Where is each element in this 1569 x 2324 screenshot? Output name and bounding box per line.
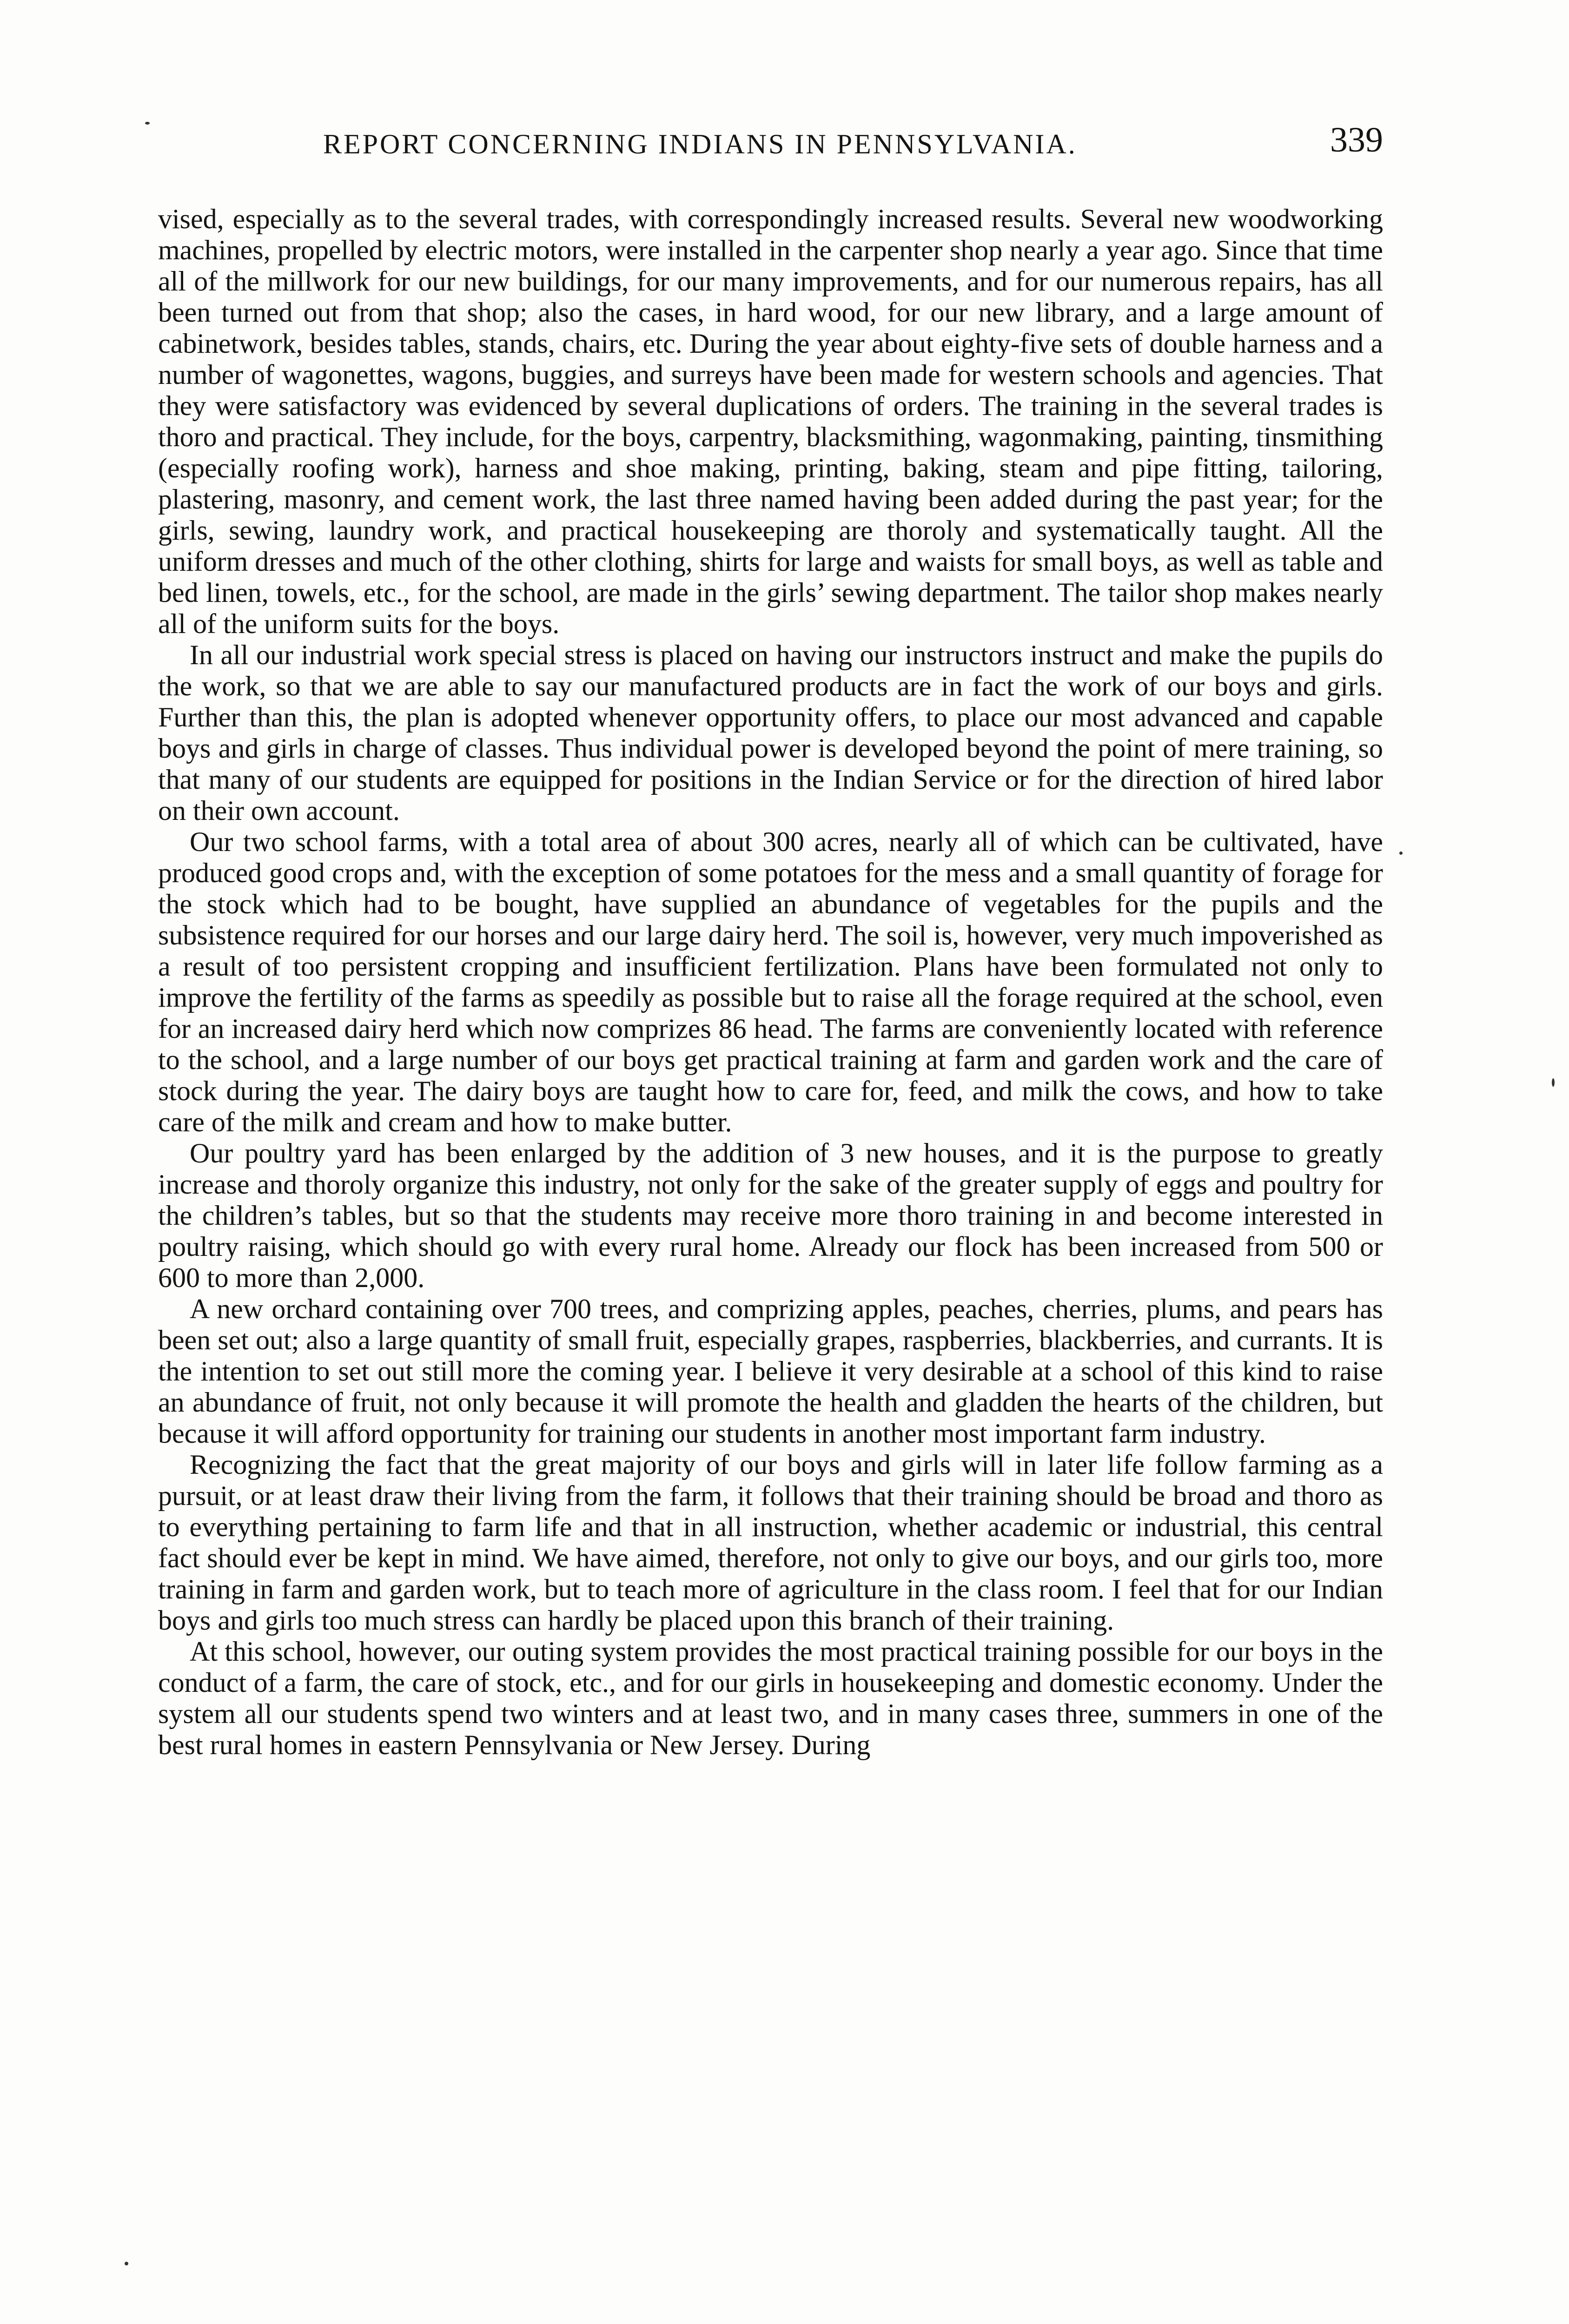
page-number: 339	[1330, 120, 1383, 159]
paragraph-7: At this school, however, our outing system provides the most practical training possible for our boys in the conduct of a farm, the care of stock, etc., and for our girls in housekeeping and domestic economy. Under the system all our students spend two winters and at least two, and in many cases three, summers in one of the best rural homes in eastern Pennsylvania or New Jersey. During	[158, 1636, 1383, 1760]
paragraph-5: A new orchard containing over 700 trees, and comprizing apples, peaches, cherries, plums, and pears has been set out; also a large quantity of small fruit, especially grapes, raspberries, blackberries, and currants. It is the intention to set out still more the coming year. I believe it very desirable at a school of this kind to raise an abundance of fruit, not only because it will promote the health and gladden the hearts of the children, but because it will afford opportunity for training our students in another most important farm industry.	[158, 1294, 1383, 1449]
running-title: REPORT CONCERNING INDIANS IN PENNSYLVANIA.	[323, 129, 1077, 159]
running-header	[158, 120, 1383, 162]
paragraph-3: Our two school farms, with a total area of about 300 acres, nearly all of which can be cultivated, have produced good crops and, with the exception of some potatoes for the mess and a small quantity of forage for the stock which had to be bought, have supplied an abundance of vegetables for the pupils and the subsistence required for our horses and our large dairy herd. The soil is, however, very much impoverished as a result of too persistent cropping and insufficient fertilization. Plans have been formulated not only to improve the fertility of the farms as speedily as possible but to raise all the forage required at the school, even for an increased dairy herd which now comprizes 86 head. The farms are conveniently located with reference to the school, and a large number of our boys get practical training at farm and garden work and the care of stock during the year. The dairy boys are taught how to care for, feed, and milk the cows, and how to take care of the milk and cream and how to make butter.	[158, 826, 1383, 1137]
print-speck	[145, 122, 150, 125]
print-speck	[125, 2262, 128, 2265]
print-speck	[1552, 1078, 1555, 1087]
print-speck	[1399, 852, 1403, 855]
body-text	[158, 204, 1383, 1761]
paragraph-2: In all our industrial work special stress is placed on having our instructors instruct and make the pupils do the work, so that we are able to say our manufactured products are in fact the work of our boys and girls. Further than this, the plan is adopted whenever opportunity offers, to place our most advanced and capable boys and girls in charge of classes. Thus individual power is developed beyond the point of mere training, so that many of our students are equipped for positions in the Indian Service or for the direction of hired labor on their own account.	[158, 640, 1383, 826]
paragraph-4: Our poultry yard has been enlarged by the addition of 3 new houses, and it is the purpose to greatly increase and thoroly organize this industry, not only for the sake of the greater supply of eggs and poultry for the children’s tables, but so that the students may receive more thoro training in and become interested in poultry raising, which should go with every rural home. Already our flock has been increased from 500 or 600 to more than 2,000.	[158, 1138, 1383, 1293]
paragraph-1: vised, especially as to the several trades, with correspondingly increased results. Several new woodworking machines, propelled by electric motors, were installed in the carpenter shop nearly a year ago. Since that time all of the millwork for our new buildings, for our many improvements, and for our numerous repairs, has all been turned out from that shop; also the cases, in hard wood, for our new library, and a large amount of cabinetwork, besides tables, stands, chairs, etc. During the year about eighty-five sets of double harness and a number of wagonettes, wagons, buggies, and surreys have been made for western schools and agencies. That they were satisfactory was evidenced by several duplications of orders. The training in the several trades is thoro and practical. They include, for the boys, carpentry, blacksmithing, wagonmaking, painting, tinsmithing (especially roofing work), harness and shoe making, printing, baking, steam and pipe fitting, tailoring, plastering, masonry, and cement work, the last three named having been added during the past year; for the girls, sewing, laundry work, and practical housekeeping are thoroly and systematically taught. All the uniform dresses and much of the other clothing, shirts for large and waists for small boys, as well as table and bed linen, towels, etc., for the school, are made in the girls’ sewing department. The tailor shop makes nearly all of the uniform suits for the boys.	[158, 204, 1383, 639]
paragraph-6: Recognizing the fact that the great majority of our boys and girls will in later life follow farming as a pursuit, or at least draw their living from the farm, it follows that their training should be broad and thoro as to everything pertaining to farm life and that in all instruction, whether academic or industrial, this central fact should ever be kept in mind. We have aimed, therefore, not only to give our boys, and our girls too, more training in farm and garden work, but to teach more of agriculture in the class room. I feel that for our Indian boys and girls too much stress can hardly be placed upon this branch of their training.	[158, 1449, 1383, 1636]
